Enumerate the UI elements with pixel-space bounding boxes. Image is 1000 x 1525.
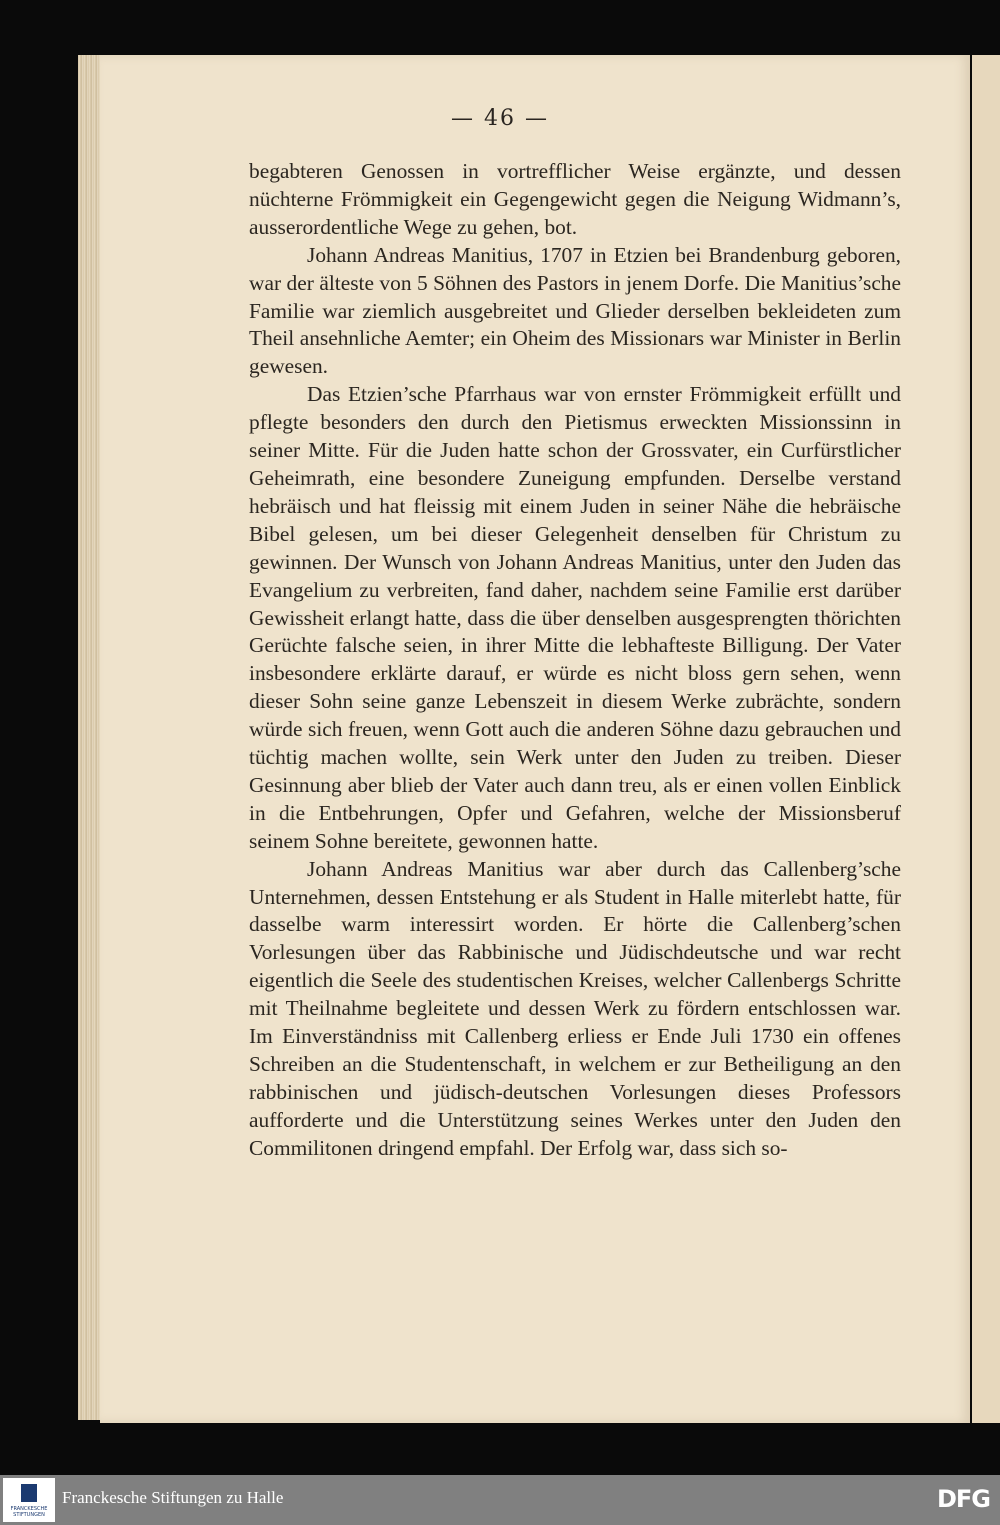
paragraph: Das Etzien’sche Pfarrhaus war von ernster Frömmigkeit erfüllt und pflegte besonders den durch den Pietismus erweckten Missionssinn in seiner Mitte. Für die Juden hatte schon der Grossvater, ein Curfürstlicher Geheimrath, eine besondere Zuneigung empfunden. Derselbe verstand hebräisch und hat fleissig mit einem Juden in seiner Nähe die hebräische Bibel gelesen, um bei dieser Gelegenheit denselben für Christum zu gewinnen. Der Wunsch von Johann Andreas Manitius, unter den Juden das Evangelium zu verbreiten, fand daher, nachdem seine Familie erst darüber Gewissheit erlangt hatte, dass die über denselben ausgesprengten thörichten Gerüchte falsche seien, in ihrer Mitte die lebhafteste Billigung. Der Vater insbesondere erklärte darauf, er würde es nicht bloss gern sehen, wenn dieser Sohn seine ganze Lebenszeit in diesem Werke zubrächte, sondern würde sich freuen, wenn Gott auch die anderen Söhne dazu gebrauchen und tüchtig machen wollte, sein Werk unter den Juden zu treiben. Dieser Gesinnung aber blieb der Vater auch dann treu, als er einen vollen Einblick in die Entbehrungen, Opfer und Gefahren, welche der Missionsberuf seinem Sohne bereitete, gewonnen hatte.	[249, 382, 901, 853]
logo-text: FRANCKESCHE STIFTUNGEN	[10, 1506, 48, 1518]
dfg-logo[interactable]: DFG	[936, 1485, 990, 1513]
adjacent-page-edge	[972, 55, 1000, 1423]
institution-logo[interactable]	[3, 1478, 55, 1522]
paragraph: Johann Andreas Manitius, 1707 in Etzien bei Brandenburg geboren, war der älteste von 5 Söhnen des Pastors in jenem Dorfe. Die Manitius’sche Familie war ziemlich ausgebreitet und Glieder derselben bekleideten zum Theil ansehnliche Aemter; ein Oheim des Missionars war Minister in Berlin gewesen.	[249, 242, 901, 379]
institution-name[interactable]: Franckesche Stiftungen zu Halle	[62, 1488, 284, 1507]
viewer-footer	[0, 1475, 1000, 1525]
body-text	[249, 158, 901, 1163]
paragraph: Johann Andreas Manitius war aber durch das Callenberg’sche Unternehmen, dessen Entstehung er als Student in Halle miterlebt hatte, für dasselbe warm interessirt worden. Er hörte die Callenberg’schen Vorlesungen über das Rabbinische und Jüdischdeutsche und war recht eigentlich die Seele des studentischen Kreises, welcher Callenbergs Schritte mit Theilnahme begleitete und dessen Werk zu fördern entschlossen war. Im Einverständniss mit Callenberg erliess er Ende Juli 1730 ein offenes Schreiben an die Studentenschaft, in welchem er zur Betheiligung an den rabbinischen und jüdisch-deutschen Vorlesungen dieses Professors aufforderte und die Unterstützung seines Werkes unter den Juden den Commilitonen dringend empfahl. Der Erfolg war, dass sich so-	[249, 856, 901, 1160]
page-number: — 46 —	[451, 106, 549, 131]
paragraph: begabteren Genossen in vortrefflicher Weise ergänzte, und dessen nüchterne Frömmigkeit ein Gegengewicht gegen die Neigung Widmann’s, ausserordentliche Wege zu gehen, bot.	[249, 159, 901, 239]
building-icon	[21, 1484, 37, 1502]
